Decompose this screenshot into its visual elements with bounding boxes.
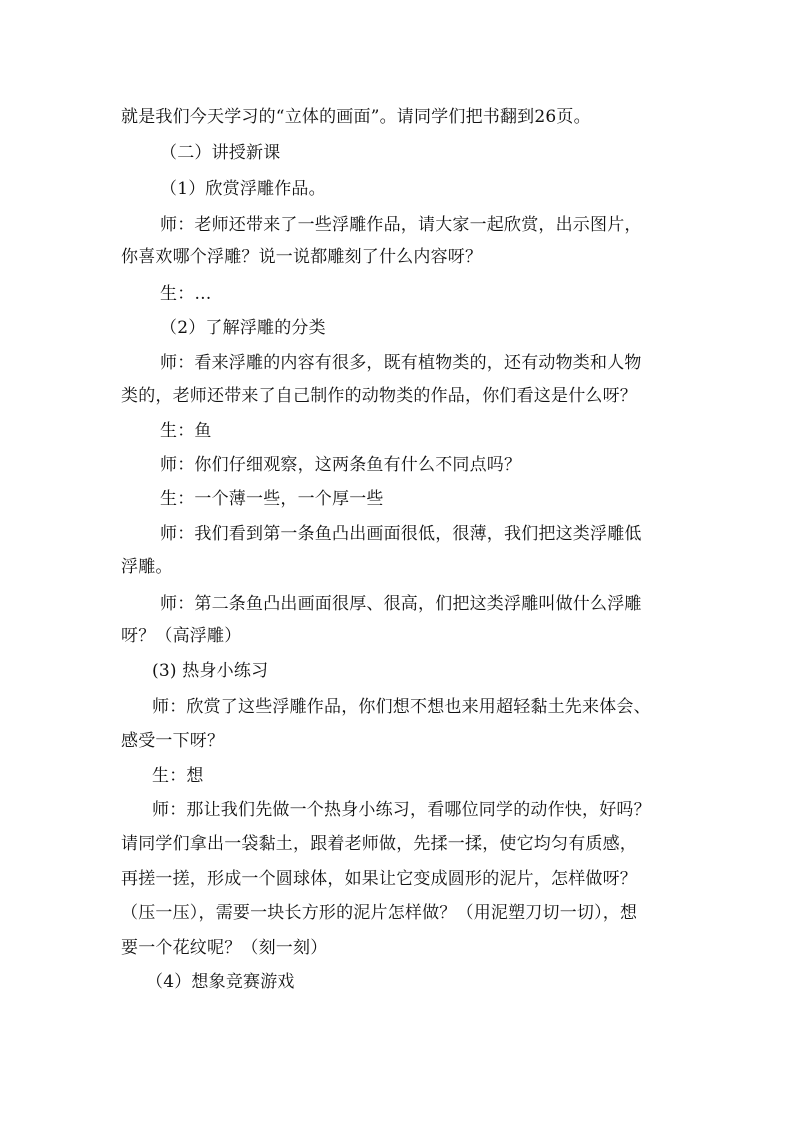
text-line-teacher-7-cont1: 请同学们拿出一袋黏土，跟着老师做，先揉一揉，使它均匀有质感，: [121, 834, 637, 854]
subheading-warmup: (3) 热身小练习: [152, 661, 269, 681]
text-line-intro: 就是我们今天学习的“立体的画面”。请同学们把书翻到26页。: [121, 107, 591, 127]
text-line-teacher-6: 师：欣赏了这些浮雕作品，你们想不想也来用超轻黏土先来体会、: [152, 697, 651, 717]
text-line-student-3: 生：一个薄一些，一个厚一些: [160, 489, 384, 509]
section-heading-new-lesson: （二）讲授新课: [160, 143, 281, 163]
subheading-imagination-game: （4）想象竞赛游戏: [146, 972, 295, 992]
subheading-classification: （2）了解浮雕的分类: [160, 318, 326, 338]
text-line-teacher-1-cont: 你喜欢哪个浮雕？说一说都雕刻了什么内容呀？: [121, 247, 483, 267]
text-line-teacher-2: 师：看来浮雕的内容有很多，既有植物类的，还有动物类和人物: [160, 353, 642, 373]
text-line-teacher-6-cont: 感受一下呀？: [121, 731, 225, 751]
text-line-teacher-7-cont2: 再搓一搓，形成一个圆球体，如果让它变成圆形的泥片，怎样做呀？: [121, 869, 637, 889]
text-line-teacher-4: 师：我们看到第一条鱼凸出画面很低，很薄，我们把这类浮雕低: [160, 524, 642, 544]
text-line-teacher-5-cont: 呀？（高浮雕）: [121, 626, 242, 646]
text-line-teacher-7-cont4: 要一个花纹呢？（刻一刻）: [121, 938, 328, 958]
text-line-teacher-2-cont: 类的，老师还带来了自己制作的动物类的作品，你们看这是什么呀？: [121, 386, 637, 406]
text-line-teacher-7: 师：那让我们先做一个热身小练习，看哪位同学的动作快，好吗？: [152, 800, 651, 820]
text-line-student-4: 生：想: [152, 766, 204, 786]
text-line-student-1: 生：…: [160, 284, 212, 304]
text-line-student-2: 生：鱼: [160, 421, 212, 441]
text-line-teacher-5: 师：第二条鱼凸出画面很厚、很高，们把这类浮雕叫做什么浮雕: [160, 594, 642, 614]
text-line-teacher-4-cont: 浮雕。: [121, 557, 173, 577]
text-line-teacher-1: 师：老师还带来了一些浮雕作品，请大家一起欣赏，出示图片，: [160, 215, 642, 235]
subheading-appreciate: （1）欣赏浮雕作品。: [160, 179, 326, 199]
text-line-teacher-3: 师：你们仔细观察，这两条鱼有什么不同点吗？: [160, 455, 522, 475]
text-line-teacher-7-cont3: （压一压），需要一块长方形的泥片怎样做？（用泥塑刀切一切），想: [121, 903, 638, 923]
